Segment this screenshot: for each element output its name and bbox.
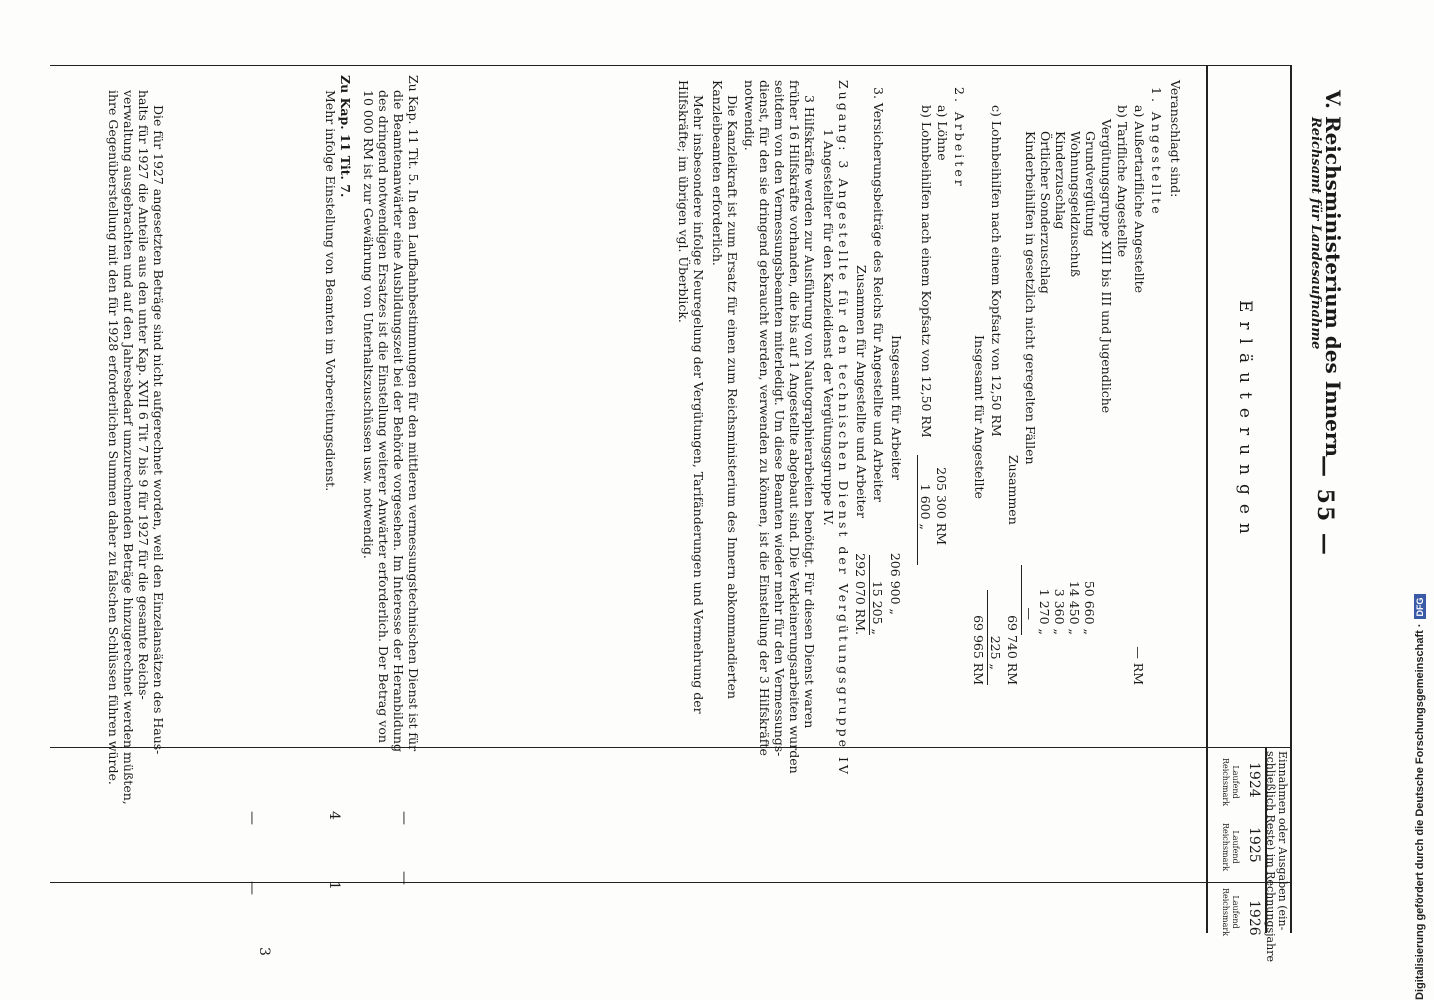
dfg-logo: DFG [1414,594,1426,619]
text-line: Zu Kap. 11 Tit. 7. [338,75,353,198]
column-divider-main [50,747,1292,748]
amount: 14 450 „ [1067,580,1082,635]
text-line: des dringend notwendigen Ersatzes ist die Einstellung weiterer Anwärter erforderlich. Der Betrag von [376,90,391,743]
text-line: Hilfskräfte; im übrigen vgl. Überblick. [676,80,691,323]
marginal-1924-row1: — [396,811,412,825]
sum-rule [987,590,988,685]
text-line: die Beamtenanwärter eine Ausbildungszeit bei der Behörde vorgesehen. Im Interesse der Heranbildung [391,90,406,752]
text-line: Mehr infolge Einstellung von Beamten im Vorbereitungsdienst. [323,90,338,492]
amount: 292 070 RM. [853,553,868,635]
text-line: b) Lohnbeihilfen nach einem Kopfsatz von 12,50 RM [919,105,934,438]
text-line: halts für 1927 die Anteile aus den unter Kap. XVII 6 Tit 7 bis 9 für 1927 für die gesamte Reichs- [136,90,151,700]
text-line: Zusammen für Angestellte und Arbeiter [854,265,869,518]
text-line: Veranschlagt sind: [1168,80,1183,198]
text-line: früher 16 Hilfskräfte vorhanden, die bis auf 1 Angestellte abgebaut sind. Die Verkleinerungsarbeiten wurden [787,80,802,774]
page-number: — 55 — [1312,455,1338,557]
header-bottom-rule [1206,65,1208,933]
text-line: dienst, für den sie dringend gebraucht werden, verwenden zu können, ist die Einstellung der 3 Hilfskräfte [757,80,772,756]
column-divider-1925 [50,882,1292,883]
text-line: 1 Angestellter für den Kanzleidienst der Vergütungsgruppe IV. [821,129,836,526]
amount: 206 900 „ [888,552,903,615]
text-line: 3 Hilfskräfte werden zur Ausführung von Nautographierarbeiten benötigt. Für diesen Dienst waren [802,95,817,729]
digitisation-credit: Digitalisierung gefördert durch die Deutsche Forschungsgemeinschaft ·DFG [1414,594,1426,1000]
text-line: 10 000 RM ist zur Gewährung von Unterhaltszuschüssen usw. notwendig. [361,90,376,559]
amount: 50 660 „ [1082,580,1097,635]
marginal-1925-row3: — [244,881,260,895]
text-line: Kinderzuschlag [1053,131,1068,230]
text-line: a) Löhne [935,105,950,161]
marginal-1924-row2: 4 [326,811,342,820]
amount: 3 360 „ [1052,588,1067,635]
text-line: Vergütungsgruppe XIII bis III und Jugendliche [1099,119,1114,414]
office-subtitle: Reichsamt für Landesaufnahme [1308,117,1323,350]
text-line: 2. Arbeiter [952,87,967,189]
rotated-document-page [50,35,1350,995]
text-line: Mehr insbesondere infolge Neuregelung der Vergütungen, Tarifänderungen und Vermehrung der [691,95,706,714]
sum-rule [917,455,918,565]
top-rule [1290,65,1292,933]
text-line: Die für 1927 angesetzten Beträge sind nicht aufgerechnet worden, weil den Einzelansätzen des Haus- [151,105,166,755]
col-1925-unit: Laufend Reichsmark [1221,822,1240,872]
amount: 205 300 RM [934,467,949,545]
year-1926: 1926 [1246,900,1262,936]
text-line: Zugang: 3 Angestellte für den technischen Dienst der Vergütungsgruppe IV [836,80,851,777]
year-1925: 1925 [1246,827,1262,863]
marginal-1925-row1: — [396,871,412,885]
text-line: Kinderbeihilfen in gesetzlich nicht geregelten Fällen [1023,131,1038,465]
text-line: Kanzleibeamten erforderlich. [710,80,725,266]
text-line: Zusammen [1006,455,1021,525]
amount: 69 740 RM [1005,615,1020,685]
columns-heading-line1: Einnahmen oder Ausgaben (ein- [1276,751,1289,931]
text-line: c) Lohnbeihilfen nach einem Kopfsatz von 12,50 RM [989,105,1004,437]
ministry-title: V. Reichsministerium des Innern [1321,90,1345,457]
text-line: verwaltung ausgebrachten und auf den Jahresbedarf umzurechnenden Beträge hinzugerechnet werden müßten, [121,90,136,805]
text-line: Zu Kap. 11 Tit. 5. In den Laufbahnbestimmungen für den mittleren vermessungstechnischen Dienst ist für [406,75,421,752]
amount: — RM [1131,646,1146,685]
text-line: Grundvergütung [1083,131,1098,237]
erlaeuterungen-heading: Erläuterungen [1235,300,1255,543]
amount: 15 205 „ [870,580,885,635]
text-line: 3. Versicherungsbeiträge des Reichs für Angestellte und Arbeiter [871,87,886,502]
year-1924: 1924 [1246,762,1262,798]
marginal-1925-row2: 1 [326,881,342,890]
text-line: Insgesamt für Arbeiter [889,335,904,480]
text-line: ihre Gegenüberstellung mit den für 1928 erforderlichen Summen daher zu falschen Schlüssen führen würde. [106,90,121,785]
text-line: 1. Angestellte [1149,87,1164,217]
text-line: Insgesamt für Angestellte [972,335,987,499]
text-line: a) Außertarifliche Angestellte [1132,105,1147,294]
text-line: seitdem von den Vermessungsbeamten miterledigt. Um diese Beamten wieder mehr für den Vermessungs- [772,80,787,757]
text-line: Die Kanzleikraft ist zum Ersatz für einen zum Reichsministerium des Innern abkommandierten [725,95,740,699]
text-line: b) Tarifliche Angestellte [1115,105,1130,258]
sum-rule [1021,565,1022,635]
amount: 69 965 RM [971,615,986,685]
text-line: Örtlicher Sonderzuschlag [1038,131,1053,294]
amount: — [1022,607,1037,620]
body-top-edge [50,65,1292,66]
amount: 225 „ [988,635,1003,670]
marginal-1924-row3: — [244,811,260,825]
amount: 1 600 „ [918,483,933,530]
text-line: Wohnungsgeldzuschuß [1068,131,1083,278]
columns-heading-line2: schließlich Reste) im Rechnungsjahre [1264,751,1277,962]
amount: 1 270 „ [1037,588,1052,635]
sum-rule [869,555,870,635]
col-1924-unit: Laufend Reichsmark [1221,757,1240,807]
marginal-1926-row3: 3 [256,947,272,956]
text-line: notwendig. [742,80,757,151]
col-1926-unit: Laufend Reichsmark [1221,887,1240,937]
